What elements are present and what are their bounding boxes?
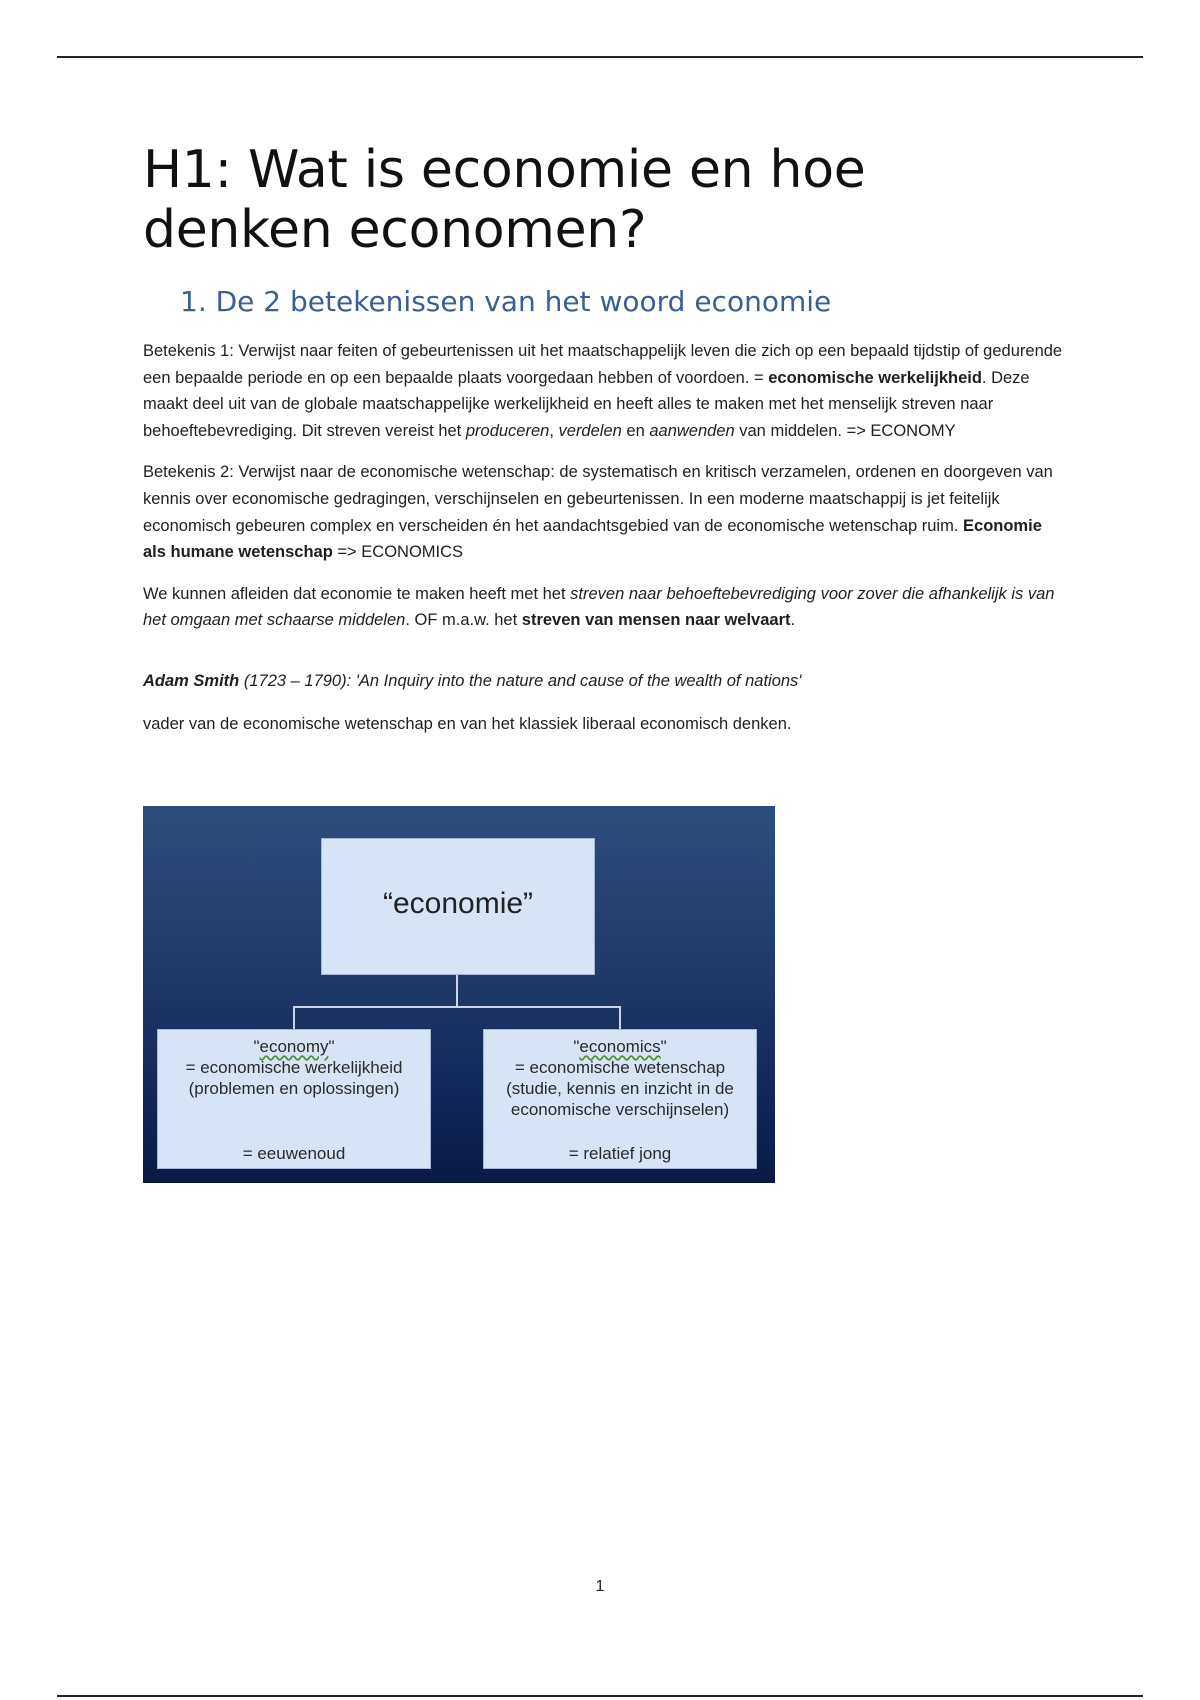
diagram-economics-line2: (studie, kennis en inzicht in de [506, 1079, 734, 1098]
text-run: We kunnen afleiden dat economie te maken heeft met het [143, 584, 571, 603]
diagram-economy-line1: = economische werkelijkheid [185, 1058, 403, 1077]
diagram-economics-age: = relatief jong [568, 1144, 672, 1163]
paragraph-betekenis-1 [143, 338, 1063, 444]
adam-smith-line [143, 668, 1063, 695]
italic-term: verdelen [558, 421, 622, 440]
diagram-box-economy [157, 1029, 431, 1169]
adam-smith-name: Adam Smith [143, 671, 240, 690]
text-run: en [621, 421, 650, 440]
italic-term: aanwenden [649, 421, 735, 440]
connector-horizontal [293, 1006, 621, 1008]
header-rule [57, 56, 1143, 58]
text-run: , [549, 421, 559, 440]
adam-smith-detail: (1723 – 1790): 'An Inquiry into the nature and cause of the wealth of nations' [239, 671, 802, 690]
paragraph-conclusion [143, 581, 1063, 634]
bold-term: economische werkelijkheid [768, 368, 982, 387]
text-run: Betekenis 2: Verwijst naar de economische wetenschap: de systematisch en kritisch verzamelen, ordenen en doorgeven van kennis over economische gedragingen, verschijnselen en gebeurtenissen. In een moderne maatschappij is jet feitelijk economisch gebeuren complex en verscheiden én het aandachtsgebied van de economische wetenschap ruim. [143, 463, 1053, 535]
text-run: . [790, 611, 796, 630]
economie-diagram [143, 806, 775, 1183]
text-run: Betekenis 1: Verwijst naar feiten of gebeurtenissen uit het maatschappelijk leven die zich op een bepaald tijdstip of gedurende een bepaalde periode en op een bepaalde plaats voorgedaan hebben of voordoen. = [143, 342, 1063, 387]
text-run: van middelen. => ECONOMY [734, 421, 956, 440]
diagram-term-economics: "economics" [573, 1037, 667, 1056]
connector-vertical-left [293, 1006, 295, 1029]
adam-smith-description: vader van de economische wetenschap en van het klassiek liberaal economisch denken. [143, 714, 792, 733]
diagram-economics-line3: economische verschijnselen) [510, 1100, 730, 1119]
connector-vertical-right [619, 1006, 621, 1029]
diagram-term-economie: “economie” [382, 887, 534, 920]
bold-term: Economie als humane wetenschap [143, 516, 1042, 562]
connector-vertical-top [456, 973, 458, 1007]
diagram-economics-line1: = economische wetenschap [514, 1058, 726, 1077]
text-run: . OF m.a.w. het [405, 611, 522, 630]
italic-term: streven naar behoeftebevrediging voor zover die afhankelijk is van het omgaan met schaarse middelen [143, 584, 1055, 630]
section-heading: 1. De 2 betekenissen van het woord economie [180, 285, 832, 318]
paragraph-betekenis-2 [143, 459, 1063, 565]
text-run: => ECONOMICS [332, 543, 464, 562]
page-number: 1 [595, 1578, 605, 1595]
diagram-term-economy: "economy" [253, 1037, 335, 1056]
italic-term: produceren [465, 421, 550, 440]
document-body [143, 140, 1063, 737]
diagram-box-economics [483, 1029, 757, 1169]
footer-rule [57, 1695, 1143, 1697]
diagram-economy-age: = eeuwenoud [242, 1144, 346, 1163]
diagram-box-economie [321, 838, 595, 975]
diagram-economy-line2: (problemen en oplossingen) [188, 1079, 400, 1098]
text-run: . Deze maakt deel uit van de globale maatschappelijke werkelijkheid en heeft alles te maken met het menselijk streven naar behoeftebevrediging. Dit streven vereist het [143, 368, 1030, 440]
bold-term: streven van mensen naar welvaart [521, 611, 791, 630]
page-title: H1: Wat is economie en hoe denken economen? [143, 140, 866, 260]
